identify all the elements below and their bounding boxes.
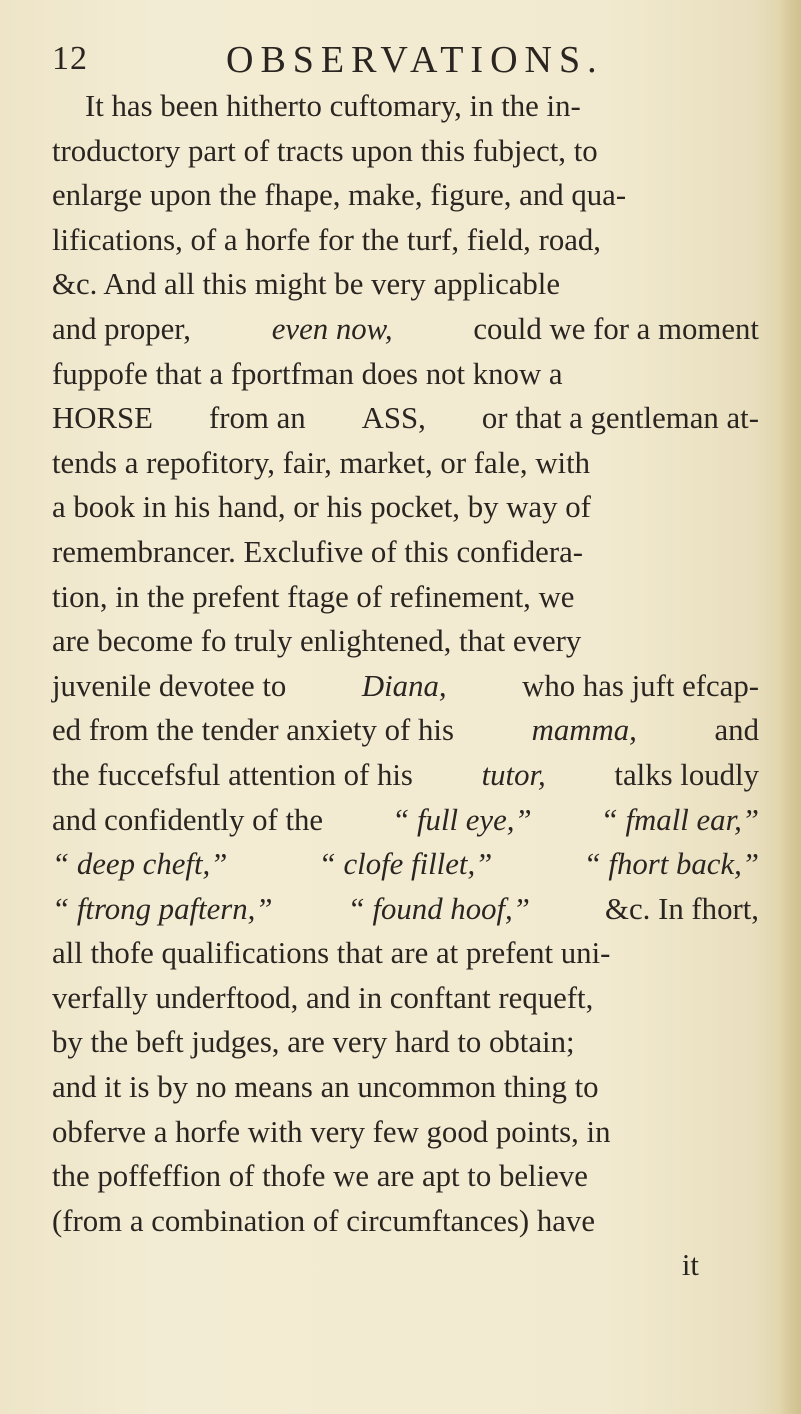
text-line bbox=[52, 262, 759, 307]
italic-phrase: “ found hoof,” bbox=[347, 891, 530, 926]
smallcaps-word: HORSE bbox=[52, 401, 153, 436]
text-line bbox=[52, 976, 759, 1021]
text-line bbox=[52, 708, 759, 753]
text-line bbox=[52, 441, 759, 486]
text-line bbox=[52, 1065, 759, 1110]
line-text: and bbox=[714, 713, 759, 748]
text-line bbox=[52, 931, 759, 976]
line-text: lifications, of a horfe for the turf, field, road, bbox=[52, 222, 602, 257]
text-line bbox=[52, 1199, 759, 1244]
text-line bbox=[52, 530, 759, 575]
italic-phrase: “ full eye,” bbox=[392, 802, 532, 837]
line-text: ed from the tender anxiety of his bbox=[52, 713, 454, 748]
line-text: &c. In fhort, bbox=[605, 891, 759, 926]
italic-phrase: Diana, bbox=[361, 668, 447, 703]
text-line bbox=[52, 307, 759, 352]
italic-phrase: “ ftrong paftern,” bbox=[52, 891, 273, 926]
line-text: tends a repofitory, fair, market, or fale, with bbox=[52, 445, 591, 480]
line-text: obferve a horfe with very few good points, in bbox=[52, 1114, 611, 1149]
text-line bbox=[52, 129, 759, 174]
text-line bbox=[52, 173, 759, 218]
text-line bbox=[52, 798, 759, 843]
line-text: (from a combination of circumftances) have bbox=[52, 1203, 595, 1238]
line-text: the poffeffion of thofe we are apt to believe bbox=[52, 1159, 588, 1194]
catchword bbox=[52, 1243, 759, 1288]
line-text: are become fo truly enlightened, that every bbox=[52, 624, 582, 659]
text-line bbox=[52, 1020, 759, 1065]
line-text: could we for a moment bbox=[473, 311, 759, 346]
line-text: talks loudly bbox=[614, 757, 759, 792]
body-text bbox=[52, 84, 759, 1288]
line-text: troductory part of tracts upon this fubject, to bbox=[52, 133, 598, 168]
line-text: all thofe qualifications that are at prefent uni- bbox=[52, 936, 611, 971]
line-text: or that a gentleman at- bbox=[481, 401, 759, 436]
page-number: 12 bbox=[52, 40, 88, 77]
text-line bbox=[52, 842, 759, 887]
italic-phrase: even now, bbox=[271, 311, 393, 346]
page-header bbox=[52, 34, 752, 82]
italic-phrase: “ fhort back,” bbox=[583, 847, 759, 882]
line-text: and confidently of the bbox=[52, 802, 324, 837]
running-head: OBSERVATIONS. bbox=[226, 39, 604, 81]
text-line bbox=[52, 753, 759, 798]
line-text: fuppofe that a fportfman does not know a bbox=[52, 356, 563, 391]
line-text: a book in his hand, or his pocket, by way of bbox=[52, 490, 591, 525]
line-text: and proper, bbox=[52, 311, 192, 346]
text-line bbox=[52, 352, 759, 397]
text-line bbox=[52, 1110, 759, 1155]
text-line bbox=[52, 218, 759, 263]
text-line bbox=[52, 619, 759, 664]
text-line bbox=[52, 664, 759, 709]
text-line bbox=[52, 84, 759, 129]
page-edge-shadow bbox=[779, 0, 801, 1414]
text-line bbox=[52, 1154, 759, 1199]
line-text: It has been hitherto cuftomary, in the in- bbox=[85, 89, 581, 123]
text-line bbox=[52, 396, 759, 441]
text-line bbox=[52, 575, 759, 620]
line-text: who has juft efcap- bbox=[522, 668, 759, 703]
text-line bbox=[52, 887, 759, 932]
italic-phrase: mamma, bbox=[531, 713, 637, 748]
catchword-text: it bbox=[681, 1248, 699, 1283]
line-text: juvenile devotee to bbox=[52, 668, 287, 703]
line-text: and it is by no means an uncommon thing to bbox=[52, 1070, 599, 1105]
line-text: tion, in the prefent ftage of refinement, we bbox=[52, 579, 575, 614]
italic-phrase: tutor, bbox=[481, 757, 546, 792]
line-text: &c. And all this might be very applicable bbox=[52, 267, 561, 302]
line-text: the fuccefsful attention of his bbox=[52, 757, 413, 792]
text-line bbox=[52, 485, 759, 530]
line-text: enlarge upon the fhape, make, figure, and qua- bbox=[52, 178, 627, 213]
italic-phrase: “ fmall ear,” bbox=[600, 802, 759, 837]
italic-phrase: “ clofe fillet,” bbox=[318, 847, 493, 882]
line-text: verfally underftood, and in conftant requeft, bbox=[52, 980, 594, 1015]
line-text: remembrancer. Exclufive of this confidera- bbox=[52, 534, 584, 569]
italic-phrase: “ deep cheft,” bbox=[52, 847, 228, 882]
smallcaps-word: ASS, bbox=[361, 401, 426, 436]
line-text: from an bbox=[209, 401, 306, 436]
line-text: by the beft judges, are very hard to obtain; bbox=[52, 1025, 575, 1060]
